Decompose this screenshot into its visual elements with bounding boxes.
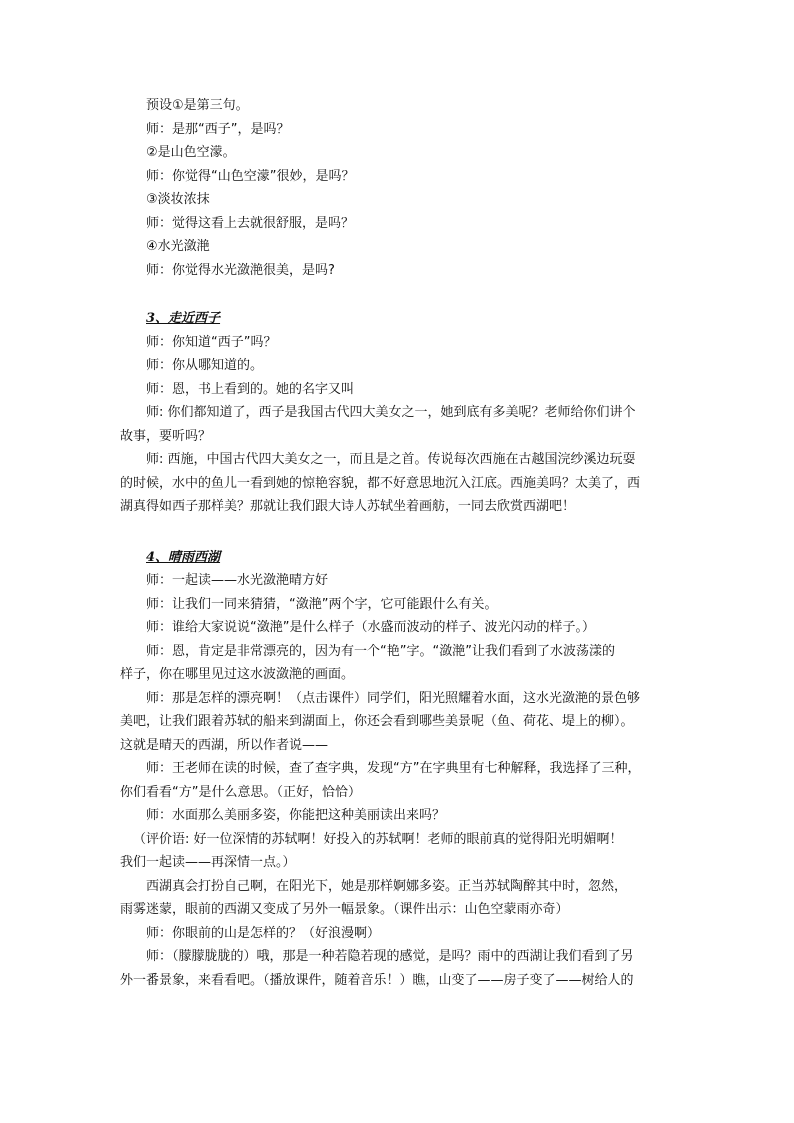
section-approach-xizi	[120, 307, 684, 519]
text-line: 师：你从哪知道的。	[146, 358, 264, 373]
text-line: 西湖真会打扮自己啊，在阳光下，她是那样婀娜多姿。正当苏轼陶醉其中时，忽然，	[146, 878, 628, 894]
text-line: 师：水面那么美丽多姿，你能把这种美丽读出来吗？	[146, 808, 446, 823]
text-line: 美吧，让我们跟着苏轼的船来到湖面上，你还会看到哪些美景呢（鱼、荷花、堤上的柳）。	[120, 714, 634, 729]
text-line: 师：让我们一同来猜猜，“潋滟”两个字，它可能跟什么有关。	[146, 596, 498, 612]
text-line	[146, 401, 684, 425]
text-line: 师：你眼前的山是怎样的？（好浪漫啊）	[146, 925, 381, 941]
text-line: 师：那是怎样的漂亮啊！（点击课件）同学们，阳光照耀着水面，这水光潋滟的景色够	[146, 690, 641, 706]
document-page	[120, 94, 684, 992]
text-line: 你们看看“方”是什么意思。（正好，恰恰）	[120, 784, 361, 800]
paragraph-text: 师: 你们都知道了，西子是我国古代四大美女之一，她到底有多美呢？老师给你们讲个	[146, 405, 636, 420]
text-line: 师：你觉得水光潋滟很美，是吗?	[146, 262, 335, 278]
text-line: 的时候，水中的鱼儿一看到她的惊艳容貌，都不好意思地沉入江底。西施美吗？太美了，西	[120, 475, 641, 491]
section-heading: 4、晴雨西湖	[146, 549, 221, 565]
text-line: 师：你知道“西子”吗？	[146, 334, 277, 350]
section-heading: 3、走近西子	[146, 311, 221, 326]
text-line: 外一番景象，来看看吧。（播放课件，随着音乐！）瞧，山变了——房子变了——树给人的	[120, 972, 634, 988]
text-line: 这就是晴天的西湖，所以作者说——	[120, 737, 329, 753]
section-sunny-rainy-westlake	[120, 546, 684, 993]
text-line: 湖真得如西子那样美？那就让我们跟大诗人苏轼坐着画舫，一同去欣赏西湖吧！	[120, 499, 576, 514]
text-line: ③淡妆浓抹	[146, 192, 210, 207]
text-line: 师：一起读——水光潋滟晴方好	[146, 573, 329, 588]
text-line: 师：你觉得“山色空濛”很妙，是吗？	[146, 168, 355, 184]
text-line: 师：王老师在读的时候，查了查字典，发现“方”在字典里有七种解释，我选择了三种，	[146, 761, 641, 776]
text-line: 预设①是第三句。	[146, 98, 249, 113]
text-line: 样子，你在哪里见过这水波潋滟的画面。	[120, 667, 355, 682]
text-line: ④水光潋滟	[146, 239, 210, 254]
text-line: 师：觉得这看上去就很舒服，是吗？	[146, 215, 355, 231]
text-line: （评价语: 好一位深情的苏轼啊！好投入的苏轼啊！老师的眼前真的觉得阳光明媚啊！	[133, 831, 623, 847]
preset-answers	[146, 94, 684, 282]
text-line: ②是山色空濛。	[146, 145, 236, 160]
text-line: 故事，要听吗？	[120, 428, 212, 444]
text-line: 师：谁给大家说说“潋滟”是什么样子（水盛而波动的样子、波光闪动的样子。）	[146, 620, 595, 635]
text-line: 师：恩，书上看到的。她的名字又叫	[146, 381, 355, 397]
text-line: 师：（朦朦胧胧的）哦，那是一种若隐若现的感觉，是吗？雨中的西湖让我们看到了另	[146, 949, 634, 964]
text-line: 雨雾迷蒙，眼前的西湖又变成了另外一幅景象。（课件出示：山色空蒙雨亦奇）	[120, 902, 569, 917]
text-line: 师：恩，肯定是非常漂亮的，因为有一个“艳”字。“潋滟”让我们看到了水波荡漾的	[146, 643, 615, 659]
text-line: 师：是那“西子”，是吗？	[146, 121, 290, 137]
text-line: 师: 西施，中国古代四大美女之一，而且是之首。传说每次西施在古越国浣纱溪边玩耍	[146, 452, 636, 467]
text-line: 我们一起读——再深情一点。）	[120, 855, 296, 870]
